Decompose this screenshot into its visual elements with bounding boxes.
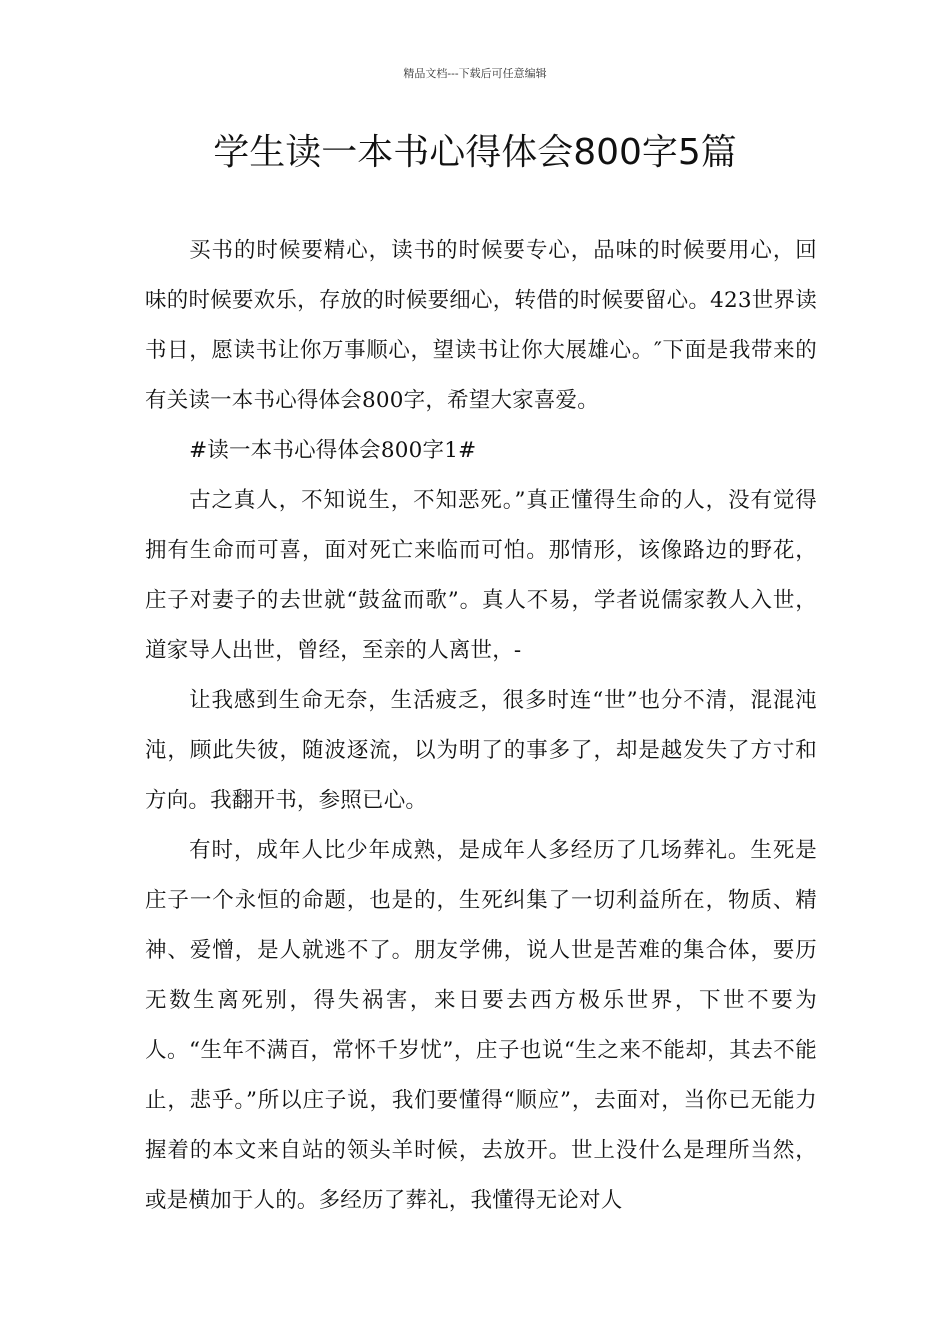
section-heading: #读一本书心得体会800字1#: [189, 438, 477, 463]
header-note: 精品文档---下载后可任意编辑: [403, 67, 547, 80]
paragraph: 古之真人，不知说生，不知恶死。”真正懂得生命的人，没有觉得拥有生命而可喜，面对死亡来临而可怕。那情形，该像路边的野花，庄子对妻子的去世就“鼓盆而歌”。真人不易，学者说儒家教人入世，道家导人出世，曾经，至亲的人离世，-: [145, 488, 817, 663]
document-title: 学生读一本书心得体会800字5篇: [213, 132, 737, 173]
paragraph: 有时，成年人比少年成熟，是成年人多经历了几场葬礼。生死是庄子一个永恒的命题，也是的，生死纠集了一切利益所在，物质、精神、爱憎，是人就逃不了。朋友学佛，说人世是苦难的集合体，要历无数生离死别，得失祸害，来日要去西方极乐世界，下世不要为人。“生年不满百，常怀千岁忧”，庄子也说“生之来不能却，其去不能止，悲乎。”所以庄子说，我们要懂得“顺应”，去面对，当你已无能力握着的本文来自站的领头羊时候，去放开。世上没什么是理所当然，或是横加于人的。多经历了葬礼，我懂得无论对人: [145, 838, 817, 1213]
paragraph-intro: 买书的时候要精心，读书的时候要专心，品味的时候要用心，回味的时候要欢乐，存放的时候要细心，转借的时候要留心。423世界读书日，愿读书让你万事顺心，望读书让你大展雄心。″下面是我带来的有关读一本书心得体会800字，希望大家喜爱。: [145, 238, 817, 413]
document-body: [145, 226, 817, 1226]
paragraph: 让我感到生命无奈，生活疲乏，很多时连“世”也分不清，混混沌沌，顾此失彼，随波逐流，以为明了的事多了，却是越发失了方寸和方向。我翻开书，参照已心。: [145, 688, 817, 813]
